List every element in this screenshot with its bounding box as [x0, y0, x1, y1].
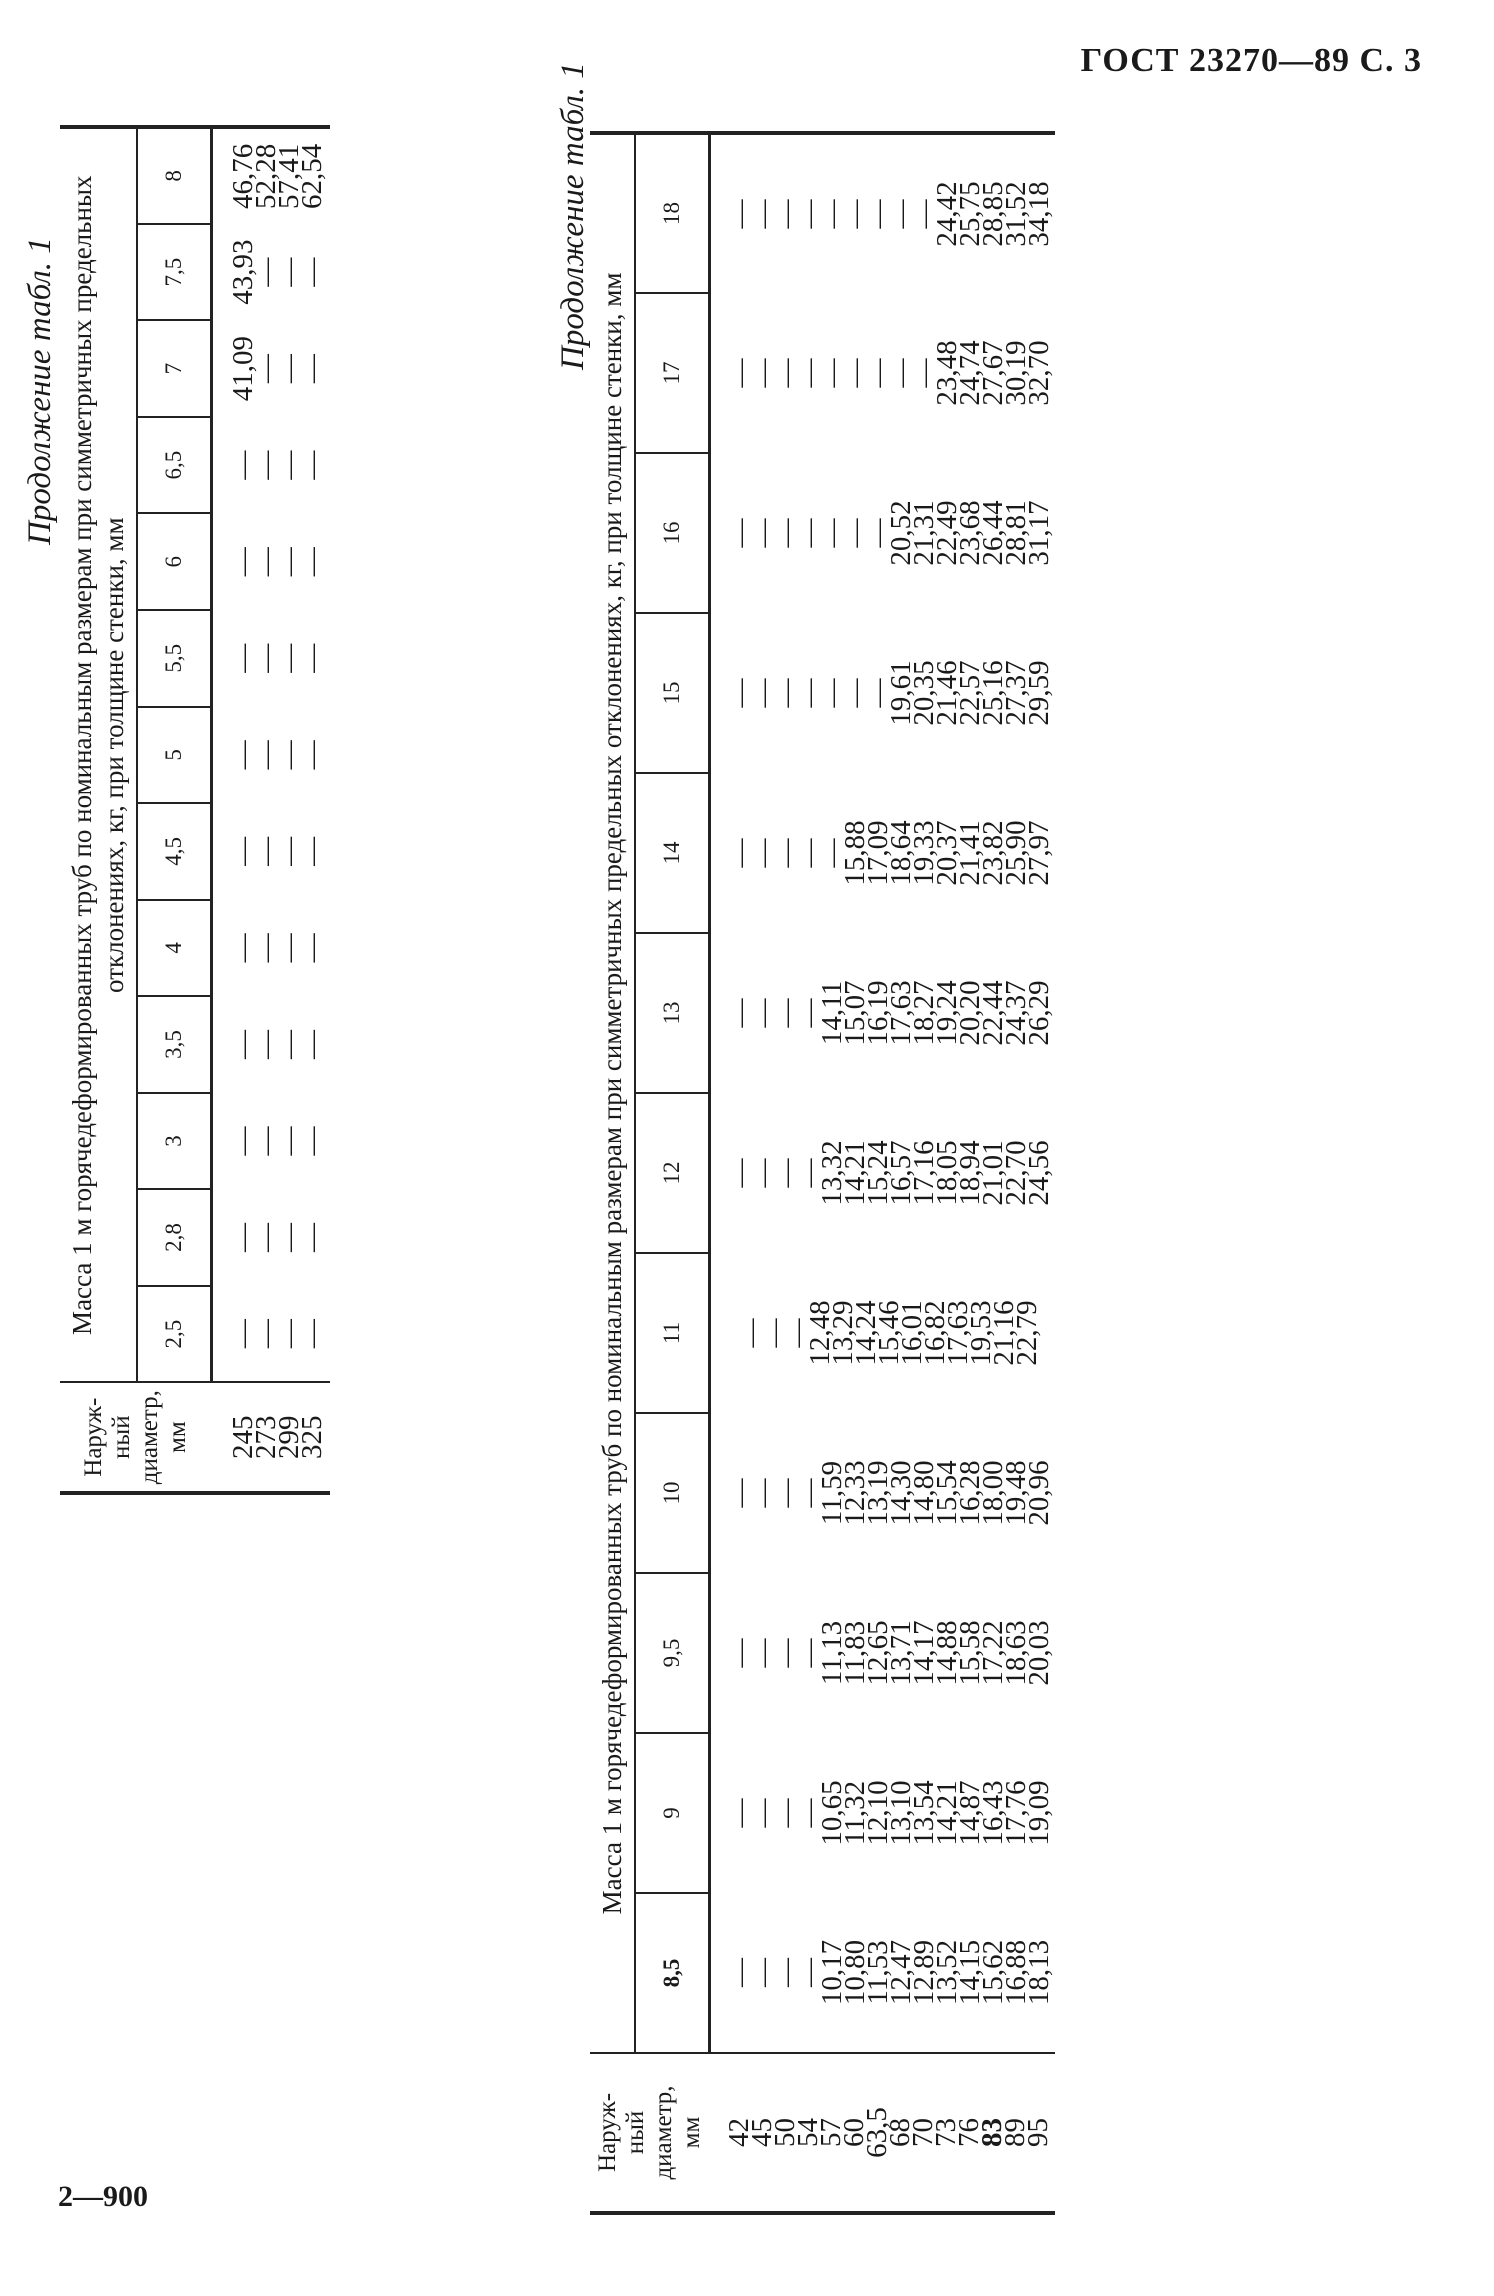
diameter-value: 76 — [953, 2118, 985, 2147]
table1-cell: — — — — — [227, 1029, 329, 1059]
table1-col-head: 4 — [137, 900, 212, 997]
table2-col-head: 10 — [635, 1413, 710, 1573]
diameter-value: 73 — [930, 2118, 962, 2147]
table1-rotated — [60, 125, 330, 1495]
table1-col-head: 2,8 — [137, 1189, 212, 1286]
table1-col-head: 8 — [137, 127, 212, 224]
table2-diameter-header: Наруж- ный диаметр, мм — [590, 2053, 710, 2213]
diameter-value: 325 — [295, 1415, 328, 1459]
table2-cell: — — — — — — — — — 23,48 24,74 27,67 30,19 32,70 — [723, 340, 1055, 406]
table1-col-head: 4,5 — [137, 803, 212, 900]
diameter-value: 95 — [1022, 2118, 1054, 2147]
table2 — [590, 131, 1055, 2215]
diameter-value: 68 — [884, 2118, 916, 2147]
diameter-value: 45 — [746, 2118, 778, 2147]
table2-col-head: 9 — [635, 1733, 710, 1893]
table1-cell: 41,09 — — — — [227, 336, 329, 402]
table1-col-head: 7 — [137, 320, 212, 417]
table1-col-head: 6 — [137, 513, 212, 610]
table2-col-head: 8,5 — [635, 1893, 710, 2053]
table1-col-head: 5 — [137, 707, 212, 804]
diameter-value: 83 — [976, 2118, 1008, 2147]
table2-col-head: 9,5 — [635, 1573, 710, 1733]
table2-cell: — — — — — 15,88 17,09 18,64 19,33 20,37 21,41 23,82 25,90 27,97 — [723, 820, 1055, 886]
table2-cell: — — — — — — — — — 24,42 25,75 28,85 31,52 34,18 — [723, 181, 1055, 247]
table2-col-head: 14 — [635, 773, 710, 933]
page-header: ГОСТ 23270—89 С. 3 — [1080, 42, 1422, 79]
table2-col-head: 15 — [635, 613, 710, 773]
table1-cell: — — — — — [227, 740, 329, 770]
diameter-value: 63,5 — [861, 2107, 893, 2158]
diameter-value: 299 — [272, 1415, 305, 1459]
footer-code: 2—900 — [58, 2180, 148, 2213]
diameter-value: 60 — [838, 2118, 870, 2147]
table1-cell: — — — — — [227, 1126, 329, 1156]
table1-col-head: 3 — [137, 1093, 212, 1190]
table2-cell: — — — — 14,11 15,07 16,19 17,63 18,27 19,24 20,20 22,44 24,37 26,29 — [723, 980, 1055, 1046]
table2-cell: — — — — 10,17 10,80 11,53 12,47 12,89 13,52 14,15 15,62 16,88 18,13 — [723, 1939, 1055, 2006]
table1-caption: Продолжение табл. 1 — [22, 237, 58, 545]
table2-cell: — — — — 11,13 11,83 12,65 13,71 14,17 14,88 15,58 17,22 18,63 20,03 — [723, 1620, 1055, 1686]
table2-col-head: 11 — [635, 1253, 710, 1413]
diameter-value: 57 — [815, 2118, 847, 2147]
diameter-value: 42 — [723, 2118, 755, 2147]
table1-cell: — — — — — [227, 1223, 329, 1253]
table1-col-head: 3,5 — [137, 996, 212, 1093]
table2-col-head: 12 — [635, 1093, 710, 1253]
diameter-value: 89 — [999, 2118, 1031, 2147]
table1-col-head: 5,5 — [137, 610, 212, 707]
diameter-value: 273 — [249, 1415, 282, 1459]
table1-col-head: 6,5 — [137, 417, 212, 514]
table2-col-head: 13 — [635, 933, 710, 1093]
diameter-value: 70 — [907, 2118, 939, 2147]
table1-cell: 43,93 — — — — [227, 239, 329, 305]
diameter-value: 50 — [769, 2118, 801, 2147]
table2-rotated — [590, 135, 1055, 2215]
table2-cell: — — — — — — — 19,61 20,35 21,46 22,57 25,16 27,37 29,59 — [723, 660, 1055, 726]
diameter-value: 245 — [226, 1415, 259, 1459]
table2-cell: — — — — 10,65 11,32 12,10 13,10 13,54 14,21 14,87 16,43 17,76 19,09 — [723, 1780, 1055, 1846]
table1-cell: — — — — — [227, 933, 329, 963]
table1-cell: — — — — — [227, 643, 329, 673]
table1-title: Масса 1 м горячедеформированных труб по номинальным размерам при симметричных предельных отклонениях, кг, при толщине стенки, мм — [60, 127, 137, 1382]
table2-cell: — — — 12,48 13,29 14,24 15,46 16,01 16,82 17,63 19,53 21,16 22,79 — [735, 1300, 1044, 1366]
table2-col-head: 16 — [635, 453, 710, 613]
table2-diameters — [710, 2053, 1055, 2213]
table1-diameter-header: Наруж- ный диаметр, мм — [60, 1382, 212, 1493]
table1-cell: 46,76 52,28 57,41 62,54 — [227, 143, 329, 210]
table1-diameters — [212, 1382, 330, 1493]
table1 — [60, 125, 330, 1495]
diameter-value: 54 — [792, 2118, 824, 2147]
table2-caption: Продолжение табл. 1 — [555, 62, 591, 370]
table1-col-head: 7,5 — [137, 224, 212, 321]
table1-cell: — — — — — [227, 836, 329, 866]
table2-cell: — — — — 11,59 12,33 13,19 14,30 14,80 15,54 16,28 18,00 19,48 20,96 — [723, 1460, 1055, 1526]
table2-col-head: 18 — [635, 133, 710, 293]
table1-col-head: 2,5 — [137, 1286, 212, 1383]
table2-cell: — — — — — — — 20,52 21,31 22,49 23,68 26,44 28,81 31,17 — [723, 500, 1055, 566]
table2-cell: — — — — 13,32 14,21 15,24 16,57 17,16 18,05 18,94 21,01 22,70 24,56 — [723, 1140, 1055, 1206]
table1-cell: — — — — — [227, 547, 329, 577]
table2-title: Масса 1 м горячедеформированных труб по номинальным размерам при симметричных предельных отклонениях, кг, при толщине стенки, мм — [590, 133, 635, 2053]
table1-cell: — — — — — [227, 450, 329, 480]
table1-cell: — — — — — [227, 1319, 329, 1349]
table2-col-head: 17 — [635, 293, 710, 453]
